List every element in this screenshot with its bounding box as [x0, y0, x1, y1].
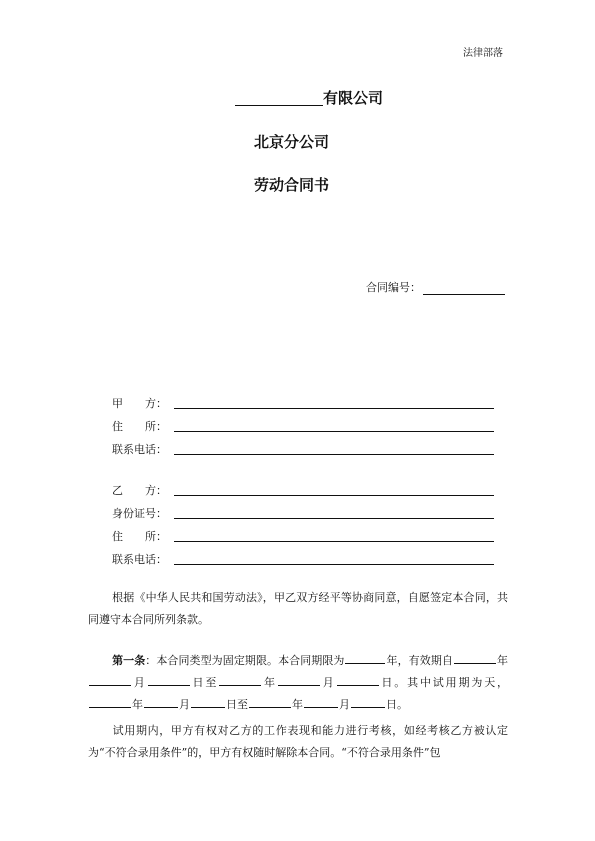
end-year-blank — [219, 673, 261, 686]
probation-text: 试用期内，甲方有权对乙方的工作表现和能力进行考核，如经考核乙方被认定为“不符合录用条件”的，甲方有权随时解除本合同。“不符合录用条件”包 — [88, 724, 508, 759]
company-name-blank — [235, 92, 323, 106]
article-1-paragraph — [88, 650, 508, 716]
party-b-address-blank — [174, 541, 494, 542]
article-1-text-9: 天， — [484, 676, 509, 689]
party-b-id-blank — [174, 518, 494, 519]
article-1-text-14: 月 — [339, 698, 350, 711]
probation-paragraph — [88, 720, 508, 764]
start-day-blank — [148, 673, 190, 686]
party-a-address-row — [112, 418, 494, 434]
article-1-text-5: 日至 — [190, 676, 219, 689]
contract-number — [366, 279, 505, 295]
probation-end-day-blank — [351, 695, 385, 708]
end-day-blank — [337, 673, 379, 686]
article-1-text-10: 年 — [132, 698, 143, 711]
party-b-id-label: 身份证号： — [112, 507, 167, 520]
party-a-name-label: 甲 方： — [112, 397, 167, 410]
probation-end-year-blank — [249, 695, 291, 708]
start-month-blank — [89, 673, 131, 686]
probation-start-year-blank — [89, 695, 131, 708]
article-1-text-8: 日。其中试用期为 — [379, 676, 485, 689]
branch-title: 北京分公司 — [254, 133, 330, 151]
company-suffix: 有限公司 — [323, 89, 384, 107]
start-year-blank — [454, 651, 496, 664]
article-1-heading: 第一条 — [112, 654, 146, 667]
article-1-text-1: ：本合同类型为固定期限。本合同期限为 — [145, 654, 345, 667]
party-b-name-blank — [174, 495, 494, 496]
probation-start-month-blank — [144, 695, 178, 708]
probation-start-day-blank — [191, 695, 225, 708]
party-b-id-row — [112, 505, 494, 521]
party-a-phone-label: 联系电话： — [112, 443, 167, 456]
article-1-text-4: 月 — [132, 676, 147, 689]
party-b-address-label: 住 所： — [112, 530, 167, 543]
article-1-text-11: 月 — [179, 698, 190, 711]
article-1-text-6: 年 — [262, 676, 277, 689]
article-1-text-7: 月 — [320, 676, 336, 689]
party-b-phone-label: 联系电话： — [112, 553, 167, 566]
article-1-text-12: 日至 — [226, 698, 248, 711]
contract-number-blank — [423, 283, 505, 295]
party-a-address-label: 住 所： — [112, 420, 167, 433]
party-a-address-blank — [174, 431, 494, 432]
probation-end-month-blank — [304, 695, 338, 708]
document-title: 劳动合同书 — [254, 176, 330, 194]
party-a-name-row — [112, 395, 494, 411]
intro-paragraph — [88, 587, 508, 631]
end-month-blank — [278, 673, 320, 686]
party-a-phone-row — [112, 441, 494, 457]
article-1-text-2: 年，有效期自 — [386, 654, 453, 667]
party-a-name-blank — [174, 408, 494, 409]
header-tag: 法律部落 — [463, 48, 503, 59]
contract-years-blank — [345, 651, 385, 664]
party-b-phone-blank — [174, 564, 494, 565]
contract-number-label: 合同编号： — [366, 281, 421, 294]
intro-text: 根据《中华人民共和国劳动法》，甲乙双方经平等协商同意，自愿签定本合同，共同遵守本合同所列条款。 — [88, 591, 508, 626]
article-1-text-15: 日。 — [386, 698, 408, 711]
party-a-phone-blank — [174, 454, 494, 455]
party-b-address-row — [112, 528, 494, 544]
party-b-phone-row — [112, 551, 494, 567]
party-b-name-label: 乙 方： — [112, 484, 167, 497]
company-title — [235, 91, 383, 106]
party-b-name-row — [112, 482, 494, 498]
article-1-text-3: 年 — [496, 654, 509, 667]
article-1-text-13: 年 — [292, 698, 303, 711]
